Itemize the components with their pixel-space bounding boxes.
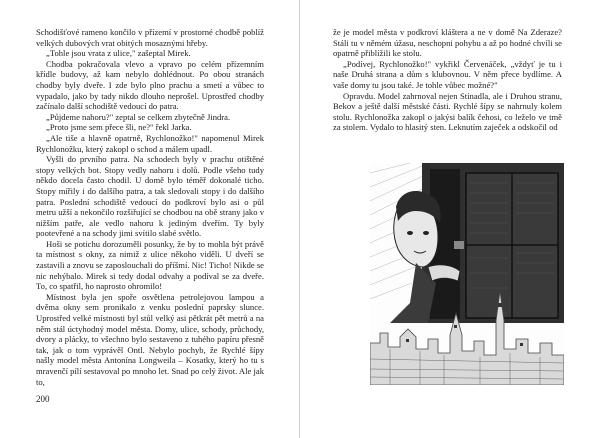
paragraph: „Ale tiše a hlavně opatrně, Rychlonožko!" napomenul Mirek Rychlonožku, který zakopl o schod a málem upadl. [36, 132, 264, 154]
page-number: 200 [36, 394, 50, 404]
left-page-text [36, 27, 264, 387]
right-page-text [333, 27, 562, 133]
door [422, 163, 564, 323]
paragraph: Schodišťové rameno končilo v přízemí v prostorné chodbě poblíž velkých dubových vrat obitých mosaznými hřeby. [36, 27, 264, 48]
paragraph: „Podívej, Rychlonožko!" vykřikl Červenáček, „vždyť je tu i naše Druhá strana a dům s klubovnou. V něm přece bydlíme. A vaše domy tu jsou také. Je tohle vůbec možné?" [333, 58, 562, 90]
paragraph: Opravdu. Model zahrnoval nejen Stínadla, ale i Druhou stranu, Bekov a ještě další městské části. Rychlé šípy se nahrnuly kolem stolu. Rychlonožka zakopl o jakýsi balík čehosi, co leželo ve tmě za stolem. Vydalo to hlasitý sten. Leknutím zaječek a odskočil od [333, 90, 562, 133]
paragraph: „Tohle jsou vrata z ulice," zašeptal Mirek. [46, 48, 191, 59]
paragraph: Chodba pokračovala vlevo a vpravo po celém přízemním křídle budovy, až kam nebylo dohlédnout. Po obou stranách chodby byly dveře. I zde bylo plno prachu a smetí a vůbec to vypadalo, jako by tady nikdo dlouho neprošel. Uprostřed chodby začínalo další schodiště vedoucí do patra. [36, 58, 264, 112]
paragraph: Místnost byla jen spoře osvětlena petrolejovou lampou a dvěma okny sem pronikalo z venku poslední paprsky slunce. Uprostřed velké místnosti byl stůl velký asi pětkrát pět metrů a na něm stál úctyhodný model města. Domy, ulice, schody, průchody, dvory a plácky, to všechno bylo sestaveno z tuhého papíru přesně tak, jak o tom vyprávěl Ontl. Nebylo pochyb, že Rychlé šípy našly model města Antonína Longweila – Kosatky, který ho tu s mravenčí pílí sestavoval po mnoho let. Snad po celý život. Ale jak to, [36, 291, 264, 387]
ink-illustration-boy-at-door [370, 163, 564, 385]
illustration-svg [370, 163, 564, 385]
paragraph: Hoši se potichu dorozuměli posunky, že by to mohla být právě ta místnost s okny, za nimiž z ulice někoho viděli. U dveří se zastavili a znovu se zaposlouchali do příšmí. Nic! Ticho! Nikde se nic nehýbalo. Mirek si tedy dodal odvahy a podíval se za dveře. To, co spatřil, ho naprosto ohromilo! [36, 238, 264, 292]
paragraph: „Proto jsme sem přece šli, ne?" řekl Jarka. [46, 122, 192, 133]
right-page [300, 0, 600, 438]
paragraph: Vyšli do prvního patra. Na schodech byly v prachu otištěné stopy velkých bot. Stopy vedly nahoru i dolů. Podle všeho tudy někdo docela často chodil. U domě bylo téměř dokonalé ticho. Stopy mířily i do dalšího patra, a tak sledovali stopy i do dalšího patra. Poslední schodiště vedoucí do podkroví bylo asi o půl metru užší a nekončilo rozšiřující se chodbou na obě strany jako v nižším patře, ale vedlo nahoru k jediným dveřím. Ty byly pootevřené a na schody jimi svítilo slabé světlo. [36, 154, 264, 239]
paragraph: že je model města v podkroví kláštera a ne v domě Na Zderaze? Stáli tu v němém úžasu, neschopni pohybu a až po hodné chvíli se opatrně přiblížili ke stolu. [333, 27, 562, 59]
paragraph: „Půjdeme nahoru?" zeptal se celkem zbytečně Jindra. [46, 111, 231, 122]
